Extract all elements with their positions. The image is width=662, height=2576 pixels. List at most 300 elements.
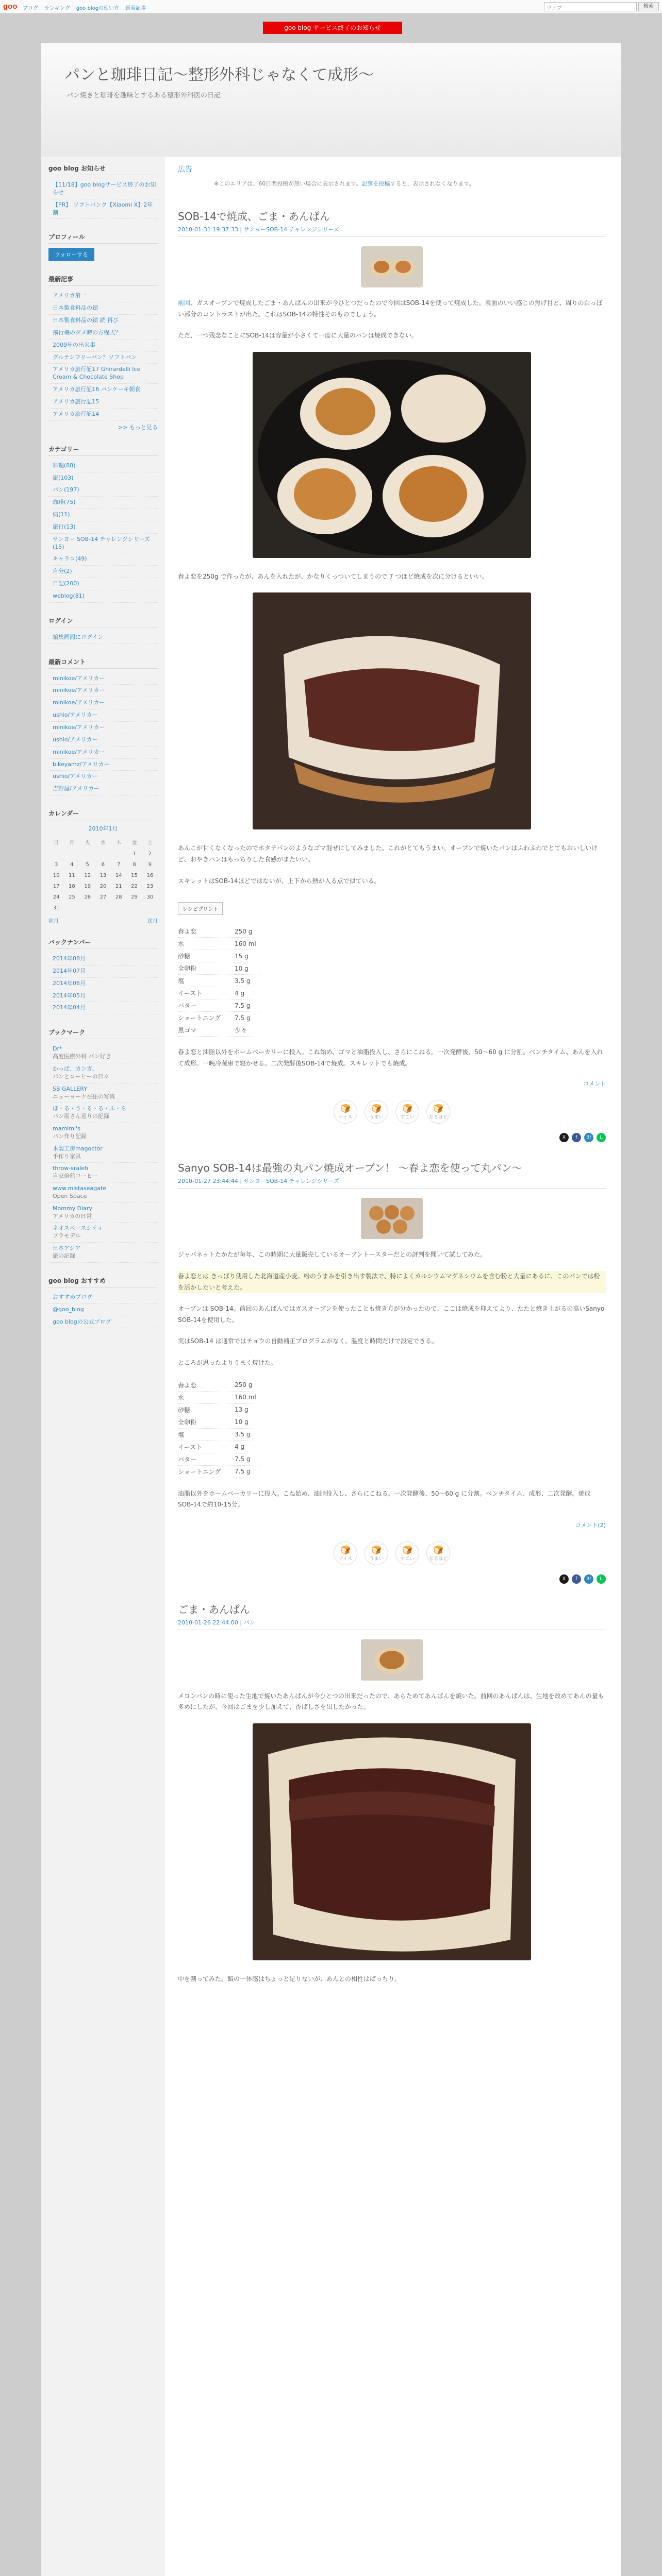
recent-item[interactable]: 飛行機のダメ時の方程式？	[48, 327, 158, 340]
calendar-day[interactable]: 8	[133, 862, 136, 868]
calendar-day[interactable]: 5	[86, 862, 89, 868]
calendar-day[interactable]: 17	[53, 884, 60, 890]
bread-icon: 🍞	[402, 1104, 412, 1114]
ingredient-name: イースト	[178, 1440, 235, 1453]
bread-icon: 🍞	[371, 1104, 382, 1114]
recipe-row	[178, 962, 261, 975]
bookmark-description: パンとコーヒーの日々	[53, 1073, 109, 1080]
entry-paragraph: ところが思ったよりうまく焼けた。	[178, 1359, 277, 1366]
follow-button[interactable]: フォローする	[48, 248, 94, 261]
recipe-row	[178, 1379, 261, 1392]
profile-widget	[48, 230, 158, 261]
calendar-day[interactable]: 11	[69, 873, 75, 879]
bookmark-list	[48, 1043, 158, 1263]
ad-text-after: すると、表示されなくなります。	[390, 180, 475, 187]
backnumber-item[interactable]: 2014年06月	[48, 978, 158, 990]
info-item[interactable]: 【PR】 ソフトバンク【Xiaomi X】2年割	[48, 199, 158, 219]
highlight-paragraph: 春よ恋とは きっぱり使用した北海道産小麦。粉のうまみを引き出す製法で、特によくカルシウムマグネシウムを含む粉と大量にあるに、このパンでは粉を活かしたいと考えた。	[178, 1271, 606, 1293]
calendar-next-link[interactable]: 次月	[147, 919, 158, 925]
calendar-weekday: 金	[131, 840, 137, 846]
ingredient-name: 砂糖	[178, 1403, 235, 1416]
ingredient-name: 塩	[178, 975, 235, 987]
search-button[interactable]: 検索	[638, 2, 659, 11]
bookmark-description: アメリカの日常	[53, 1212, 92, 1219]
calendar-weekday: 月	[69, 840, 75, 846]
top-links	[23, 4, 146, 11]
recipe-row	[178, 1024, 261, 1037]
recipe-row	[178, 1416, 261, 1428]
reaction-button[interactable]	[365, 1541, 388, 1565]
calendar-day[interactable]: 29	[131, 894, 138, 901]
entry-paragraph: オーブンは SOB-14。前回のあんぱんではガスオーブンを使ったことも焼き方が分かったので、ここは焼成を抑えてより、たたと焼き上がるの高いSanyo SOB-14を使用した。	[178, 1305, 605, 1324]
comment-item[interactable]: 吉野屋/アメリカー	[48, 783, 158, 795]
calendar-day	[111, 849, 126, 859]
blog-entry	[178, 208, 606, 1142]
goo-logo[interactable]: goo	[3, 2, 18, 11]
calendar-weekday: 日	[54, 840, 59, 846]
bread-cross-section-photo[interactable]	[253, 592, 531, 829]
reaction-button[interactable]	[365, 1100, 388, 1124]
calendar-day[interactable]: 20	[100, 884, 107, 890]
calendar-title: カレンダー	[48, 807, 158, 820]
category-item[interactable]: 日記(200)	[48, 578, 158, 590]
recent-item[interactable]: アメリカ旅行記15	[48, 396, 158, 409]
ingredient-name: 砂糖	[178, 950, 235, 962]
calendar-day[interactable]: 22	[131, 884, 138, 890]
entry-paragraph: あんこが甘くなくなったのでホタテパンのようなゴマ混ぜにしてみました。これがとてもうまい。オーブンで焼いたパンはふわふわでとてもおいしいけど、おやきパンはもっちりした食感がまたいい。	[178, 844, 598, 863]
ingredient-amount: 160 ml	[235, 938, 261, 950]
recipe-row	[178, 987, 261, 999]
goo-recommend-title: goo blog おすすめ	[48, 1274, 158, 1287]
ingredient-amount: 4 g	[235, 987, 261, 999]
comments-title: 最新コメント	[48, 655, 158, 669]
comment-item[interactable]: minikoe/アメリカー	[48, 673, 158, 685]
facebook-share-icon[interactable]: f	[572, 1133, 581, 1142]
bread-thumbnail[interactable]	[361, 246, 423, 287]
bookmark-name[interactable]: Dr*	[53, 1045, 62, 1053]
bread-icon: 🍞	[433, 1545, 443, 1555]
calendar-day[interactable]: 27	[100, 894, 107, 901]
ingredient-name: 全卵粉	[178, 962, 235, 975]
search-input[interactable]: ウェブ	[544, 2, 637, 11]
bookmark-item[interactable]	[48, 1203, 158, 1223]
entry-paragraph	[178, 298, 606, 320]
ingredient-name: 春よ恋	[178, 1379, 235, 1392]
x-share-icon[interactable]: X	[559, 1133, 569, 1142]
calendar-day[interactable]: 7	[117, 862, 121, 868]
top-bar	[0, 0, 662, 13]
ingredient-amount: 10 g	[235, 962, 261, 975]
bookmark-name[interactable]: 日本アジア	[53, 1245, 81, 1252]
facebook-share-icon[interactable]: f	[572, 1574, 581, 1584]
goo-recommend-item[interactable]: おすすめブログ	[48, 1292, 158, 1304]
bookmark-description: 高度医療外科 パン好き	[53, 1053, 111, 1060]
top-link-new[interactable]: 新着記事	[125, 6, 146, 11]
info-item[interactable]: 【11/18】goo blogサービス終了のお知らせ	[48, 179, 158, 199]
comment-item[interactable]: minikoe/アメリカー	[48, 685, 158, 697]
bookmark-item[interactable]	[48, 1163, 158, 1183]
calendar-day[interactable]: 6	[101, 862, 105, 868]
category-item[interactable]: キャラコ(49)	[48, 553, 158, 566]
comment-link[interactable]: コメント	[583, 1080, 606, 1088]
calendar-day[interactable]: 15	[131, 873, 138, 879]
recipe-row	[178, 1012, 261, 1024]
recent-item[interactable]: 日本製食料品の鎖 続 再び	[48, 315, 158, 327]
bookmark-description: パン作り記録	[53, 1132, 87, 1140]
bookmark-description: パン屋さん巡りの記録	[53, 1113, 109, 1120]
ad-label: 広告	[178, 165, 192, 174]
recent-title: 最新記事	[48, 273, 158, 286]
reaction-buttons	[178, 1100, 606, 1124]
calendar-day	[80, 849, 95, 859]
category-item[interactable]: パン(197)	[48, 484, 158, 497]
bookmark-item[interactable]	[48, 1103, 158, 1123]
bread-icon: 🍞	[371, 1545, 382, 1555]
entry-title[interactable]: ごま・あんぱん	[178, 1603, 250, 1616]
bookmark-description: ニューヨーク在住の写真	[53, 1093, 115, 1100]
page-body	[41, 157, 621, 2576]
calendar-day[interactable]: 12	[84, 873, 91, 879]
reaction-button[interactable]	[395, 1541, 419, 1565]
ad-text-before: ※このエリアは、60日間投稿が無い場合に表示されます。	[214, 180, 362, 187]
bookmark-title: ブックマーク	[48, 1026, 158, 1039]
calendar-day[interactable]: 4	[70, 862, 74, 868]
bookmark-name[interactable]: ほ・る・う・る・る・ふ・ら	[53, 1105, 126, 1112]
recipe-row	[178, 1403, 261, 1416]
recent-more-link[interactable]: >> もっと見る	[118, 423, 158, 431]
share-buttons	[178, 1574, 606, 1584]
login-link[interactable]: 編集画面にログイン	[48, 632, 158, 644]
bookmark-name[interactable]: www.mistaseagate	[53, 1185, 107, 1192]
ingredient-name: 春よ恋	[178, 925, 235, 938]
recent-item[interactable]: 日本製食料品の鎖	[48, 302, 158, 315]
entry-meta: 2010-01-31 19:37:33 | サンヨーSOB-14 チャレンジシリーズ	[178, 225, 606, 237]
comment-link[interactable]: コメント(2)	[575, 1521, 606, 1529]
entry-paragraph: 実はSOB-14 は通常ではチョウの自動補正プログラムがなく、温度と時間だけで設定できる。	[178, 1337, 438, 1345]
recipe-table	[178, 925, 261, 1037]
calendar-weekday: 土	[147, 840, 153, 846]
category-item[interactable]: サンヨー SOB-14 チャレンジシリーズ(15)	[48, 534, 158, 554]
comment-item[interactable]: ushio/アメリカー	[48, 771, 158, 783]
ingredient-amount: 160 ml	[235, 1391, 261, 1403]
calendar-day[interactable]: 2	[148, 851, 152, 857]
bookmark-description: プラモデル	[53, 1232, 81, 1240]
ingredient-name: 全卵粉	[178, 1416, 235, 1428]
bread-thumbnail[interactable]	[361, 1198, 423, 1239]
calendar-day[interactable]: 25	[69, 894, 75, 901]
comment-item[interactable]: ushio/アメリカー	[48, 709, 158, 722]
login-title: ログイン	[48, 614, 158, 628]
calendar-weekday: 木	[116, 840, 122, 846]
recipe-row	[178, 1440, 261, 1453]
recipe-row	[178, 925, 261, 938]
comment-item[interactable]: minikoe/アメリカー	[48, 697, 158, 709]
recipe-row	[178, 950, 261, 962]
calendar-day[interactable]: 14	[115, 873, 122, 879]
recent-item[interactable]: アメリカ旅行記16 パンケーキ朝食	[48, 384, 158, 396]
recent-item[interactable]: アメリカ旅行記14	[48, 409, 158, 421]
info-widget	[48, 162, 158, 219]
entry-meta: 2010-01-27 23:44:44 | サンヨーSOB-14 チャレンジシリーズ	[178, 1177, 606, 1189]
ingredient-name: バター	[178, 999, 235, 1012]
ingredient-amount: 15 g	[235, 950, 261, 962]
bookmark-name[interactable]: 木製工房magoctor	[53, 1145, 103, 1152]
calendar-day	[64, 849, 79, 859]
ingredient-amount: 3.5 g	[235, 975, 261, 987]
entry-paragraph: 春よ恋と油脂以外をホームベーカリーに投入。こね始め、ゴマと油脂投入し、さらにこねる。一次発酵後、50〜60 g に分割。ベンチタイム、あんを入れて成形。一晩冷蔵庫で寝かせる。二次発酵後SOB-14で焼成。スキレットでも焼成。	[178, 1048, 603, 1067]
info-title: goo blog お知らせ	[48, 162, 158, 175]
ingredient-amount: 7.5 g	[235, 999, 261, 1012]
entry-date: 2010-01-27 23:44:44	[178, 1178, 238, 1185]
bookmark-name[interactable]: かっぱ、カンガ、	[53, 1065, 98, 1072]
bookmark-widget	[48, 1026, 158, 1263]
category-widget	[48, 443, 158, 603]
bread-photo-skillet[interactable]	[253, 352, 531, 558]
reaction-label: ナイス	[338, 1115, 353, 1121]
backnumber-item[interactable]: 2014年05月	[48, 990, 158, 1003]
entry-text: ガスオーブンで焼成したごま・あんぱんの出来が今ひとつだったので今回はSOB-14を使って焼成した。表面のいい感じの焦げ目と、周りの白っぽい部分のコントラストが出た。これはSOB-14の特性そのものでしょう。	[178, 299, 603, 318]
share-buttons	[178, 1133, 606, 1142]
entry-paragraph: メロンパンの時に使った生地で焼いたあんぱんが今ひとつの出来だったので、あらためてあんぱんを焼いた。前回のあんぱんは、生地を改めてあんの量も多めにしたが、今回はごまを少し加えて、香ばしさを出したかった。	[178, 1692, 604, 1711]
previous-post-link[interactable]: 前回、	[178, 299, 197, 307]
entry-paragraph: ジャパネットたかたが毎年、この時期に大量販売しているオーブントースターだとの評判を聞いて試してみた。	[178, 1251, 487, 1259]
calendar-day[interactable]: 18	[69, 884, 75, 890]
bookmark-name[interactable]: ネオスペースシティ	[53, 1225, 103, 1232]
sidebar	[41, 157, 165, 2576]
calendar-day[interactable]: 24	[53, 894, 60, 901]
calendar-day[interactable]: 10	[53, 873, 60, 879]
calendar-day	[48, 849, 64, 859]
reaction-button[interactable]	[426, 1541, 450, 1565]
bookmark-item[interactable]	[48, 1143, 158, 1163]
bookmark-name[interactable]: throw-sraleh	[53, 1165, 89, 1172]
calendar-day	[80, 903, 95, 913]
entry-title[interactable]: Sanyo SOB-14は最強の丸パン焼成オーブン！ 〜春よ恋を使って丸パン〜	[178, 1162, 522, 1175]
calendar-grid	[48, 836, 158, 913]
reaction-label: なるほど	[428, 1115, 448, 1121]
ingredient-amount: 10 g	[235, 1416, 261, 1428]
bookmark-item[interactable]	[48, 1063, 158, 1083]
service-end-notice[interactable]: goo blog サービス終了のお知らせ	[263, 22, 402, 34]
entry-category[interactable]: サンヨーSOB-14 チャレンジシリーズ	[243, 226, 339, 233]
comment-item[interactable]: ushio/アメリカー	[48, 734, 158, 747]
top-link-howto[interactable]: goo blogの使い方	[76, 6, 120, 11]
top-link-blog[interactable]: ブログ	[23, 6, 38, 11]
ingredient-amount: 250 g	[235, 925, 261, 938]
reaction-label: うまい	[369, 1115, 384, 1121]
blog-title[interactable]: パンと珈琲日記〜整形外科じゃなくて成形〜	[64, 66, 374, 84]
recipe-row	[178, 1453, 261, 1465]
goo-recommend-item[interactable]: goo blogの公式ブログ	[48, 1316, 158, 1329]
recent-widget	[48, 273, 158, 431]
calendar-day[interactable]: 26	[84, 894, 91, 901]
ingredient-name: ショートニング	[178, 1465, 235, 1478]
recipe-print-button[interactable]: レシピプリント	[178, 902, 223, 915]
bookmark-item[interactable]	[48, 1043, 158, 1063]
ingredient-amount: 13 g	[235, 1403, 261, 1416]
blog-entry	[178, 1160, 606, 1583]
ingredient-amount: 3.5 g	[235, 1428, 261, 1440]
bread-icon: 🍞	[340, 1545, 351, 1555]
calendar-day[interactable]: 9	[148, 862, 152, 868]
main-content	[178, 157, 606, 2576]
login-widget	[48, 614, 158, 644]
comments-widget	[48, 655, 158, 795]
entry-meta: 2010-01-26 22:44:00 | パン	[178, 1618, 606, 1630]
calendar-month: 2010年1月	[88, 825, 118, 833]
hatena-share-icon[interactable]: B!	[584, 1574, 593, 1584]
goo-recommend-widget	[48, 1274, 158, 1329]
calendar-day[interactable]: 3	[54, 862, 58, 868]
ad-notice	[178, 179, 606, 188]
category-item[interactable]: 旅行(13)	[48, 521, 158, 534]
hatena-share-icon[interactable]: B!	[584, 1133, 593, 1142]
calendar-day[interactable]: 16	[146, 873, 154, 879]
calendar-day	[95, 903, 111, 913]
reaction-label: なるほど	[428, 1556, 448, 1562]
recent-item[interactable]: 2009年の出来事	[48, 340, 158, 352]
ingredient-name: 黒ゴマ	[178, 1024, 235, 1037]
entry-date: 2010-01-31 19:37:33	[178, 226, 238, 233]
reaction-button[interactable]	[395, 1100, 419, 1124]
bookmark-item[interactable]	[48, 1083, 158, 1104]
bread-thumbnail[interactable]	[361, 1639, 423, 1681]
calendar-day[interactable]: 23	[146, 884, 154, 890]
backnumber-title: バックナンバー	[48, 936, 158, 949]
reaction-button[interactable]	[426, 1100, 450, 1124]
calendar-day[interactable]: 1	[133, 851, 136, 857]
bread-icon: 🍞	[433, 1104, 443, 1114]
entry-category[interactable]: サンヨーSOB-14 チャレンジシリーズ	[243, 1178, 339, 1185]
bread-icon: 🍞	[402, 1545, 412, 1555]
bookmark-description: 手作り家具	[53, 1153, 81, 1160]
calendar-day[interactable]: 19	[84, 884, 91, 890]
entry-paragraph: ただ、一つ残念なことにSOB-14は容量が小さくて一度に大量のパンは焼成できない。	[178, 332, 418, 340]
recipe-row	[178, 1428, 261, 1440]
backnumber-item[interactable]: 2014年04月	[48, 1002, 158, 1014]
ingredient-name: イースト	[178, 987, 235, 999]
calendar-day	[111, 903, 126, 913]
bookmark-description: Open Space	[53, 1192, 87, 1199]
blog-header	[41, 43, 621, 157]
bookmark-description: 旅の記録	[53, 1252, 75, 1259]
bookmark-name[interactable]: SB GALLERY	[53, 1085, 87, 1092]
recipe-row	[178, 1391, 261, 1403]
bookmark-description: 自家焙煎コーヒー	[53, 1173, 98, 1180]
ingredient-amount: 7.5 g	[235, 1465, 261, 1478]
entry-category[interactable]: パン	[243, 1619, 255, 1626]
calendar-day	[142, 903, 158, 913]
post-article-link[interactable]: 記事を投稿	[361, 180, 390, 187]
ingredient-name: ショートニング	[178, 1012, 235, 1024]
category-item[interactable]: weblog(81)	[48, 590, 158, 603]
ingredient-amount: 7.5 g	[235, 1012, 261, 1024]
reaction-label: うまい	[369, 1556, 384, 1562]
reaction-label: ナイス	[338, 1556, 353, 1562]
backnumber-item[interactable]: 2014年08月	[48, 953, 158, 965]
calendar-day[interactable]: 21	[115, 884, 122, 890]
entry-paragraph: 中を割ってみた。餡の一体感はちょっと足りないが、あんとの相性はばっちり。	[178, 1975, 401, 1982]
category-item[interactable]: 旅(103)	[48, 472, 158, 485]
reaction-label: すごい	[400, 1115, 415, 1121]
category-item[interactable]: 自分(2)	[48, 566, 158, 578]
ingredient-name: 水	[178, 938, 235, 950]
blog-entry	[178, 1601, 606, 1985]
calendar-weekday: 水	[100, 840, 106, 846]
calendar-weekday: 火	[85, 840, 90, 846]
ingredient-amount: 7.5 g	[235, 1453, 261, 1465]
goo-recommend-item[interactable]: @goo_blog	[48, 1304, 158, 1316]
reaction-label: すごい	[400, 1556, 415, 1562]
ingredient-name: バター	[178, 1453, 235, 1465]
recent-item[interactable]: グルテンフリーパン？ソフトパン	[48, 352, 158, 364]
bookmark-item[interactable]	[48, 1243, 158, 1263]
category-item[interactable]: 珈琲(75)	[48, 497, 158, 509]
comment-item[interactable]: minikoe/アメリカー	[48, 722, 158, 734]
bookmark-item[interactable]	[48, 1223, 158, 1243]
recipe-row	[178, 1465, 261, 1478]
calendar-day	[95, 849, 111, 859]
blog-description: パン焼きと珈琲を趣味とするある整形外科医の日記	[67, 92, 221, 99]
calendar-day[interactable]: 30	[146, 894, 154, 901]
calendar-day[interactable]: 28	[115, 894, 122, 901]
entry-title[interactable]: SOB-14で焼成、ごま・あんぱん	[178, 210, 330, 223]
bread-icon: 🍞	[340, 1104, 351, 1114]
top-link-ranking[interactable]: ランキング	[44, 6, 70, 11]
backnumber-widget	[48, 936, 158, 1014]
reaction-button[interactable]	[334, 1541, 357, 1565]
calendar-day	[126, 903, 142, 913]
backnumber-item[interactable]: 2014年07月	[48, 965, 158, 978]
calendar-day	[64, 903, 79, 913]
entry-paragraph: 春よ恋を250g で作ったが、あんを入れたが、かなりくっついてしまうので 7 つほど焼成を次に分けるといい。	[178, 572, 488, 580]
entry-paragraph: 油脂以外をホームベーカリーに投入。こね始め、油脂投入し、さらにこねる。一次発酵後、50〜60 g に分割。ベンチタイム、成形、二次発酵。焼成SOB-14で約10-15分。	[178, 1489, 591, 1509]
ingredient-name: 水	[178, 1391, 235, 1403]
bookmark-item[interactable]	[48, 1123, 158, 1143]
category-item[interactable]: 料理(88)	[48, 460, 158, 472]
recipe-row	[178, 999, 261, 1012]
bookmark-item[interactable]	[48, 1183, 158, 1203]
line-share-icon[interactable]: L	[597, 1574, 606, 1584]
category-item[interactable]: 病(11)	[48, 509, 158, 521]
category-title: カテゴリー	[48, 443, 158, 456]
reaction-buttons	[178, 1541, 606, 1565]
x-share-icon[interactable]: X	[559, 1574, 569, 1584]
calendar-day[interactable]: 13	[100, 873, 107, 879]
bookmark-name[interactable]: mamimi's	[53, 1125, 80, 1132]
entry-date: 2010-01-26 22:44:00	[178, 1619, 238, 1626]
ingredient-amount: 250 g	[235, 1379, 261, 1392]
recipe-table	[178, 1379, 261, 1478]
entry-paragraph: スキレットはSOB-14ほどではないが、上下から熱が入る点で似ている。	[178, 877, 380, 885]
ingredient-amount: 少々	[235, 1024, 261, 1037]
ingredient-name: 塩	[178, 1428, 235, 1440]
reaction-button[interactable]	[334, 1100, 357, 1124]
anpan-cross-section-photo[interactable]	[253, 1723, 531, 1960]
recent-item[interactable]: アメリカ第一	[48, 290, 158, 302]
line-share-icon[interactable]: L	[597, 1133, 606, 1142]
recent-item[interactable]: アメリカ旅行記17 Ghirardelli Ice Cream & Chocolate Shop	[48, 364, 158, 384]
comment-item[interactable]: minikoe/アメリカー	[48, 747, 158, 759]
calendar-widget	[48, 807, 158, 924]
profile-title: プロフィール	[48, 230, 158, 244]
recipe-row	[178, 975, 261, 987]
calendar-prev-link[interactable]: 前月	[48, 919, 59, 925]
comment-item[interactable]: bikeyamz/アメリカー	[48, 759, 158, 771]
bookmark-name[interactable]: Mommy Diary	[53, 1205, 92, 1212]
recipe-row	[178, 938, 261, 950]
calendar-day[interactable]: 31	[53, 905, 60, 911]
